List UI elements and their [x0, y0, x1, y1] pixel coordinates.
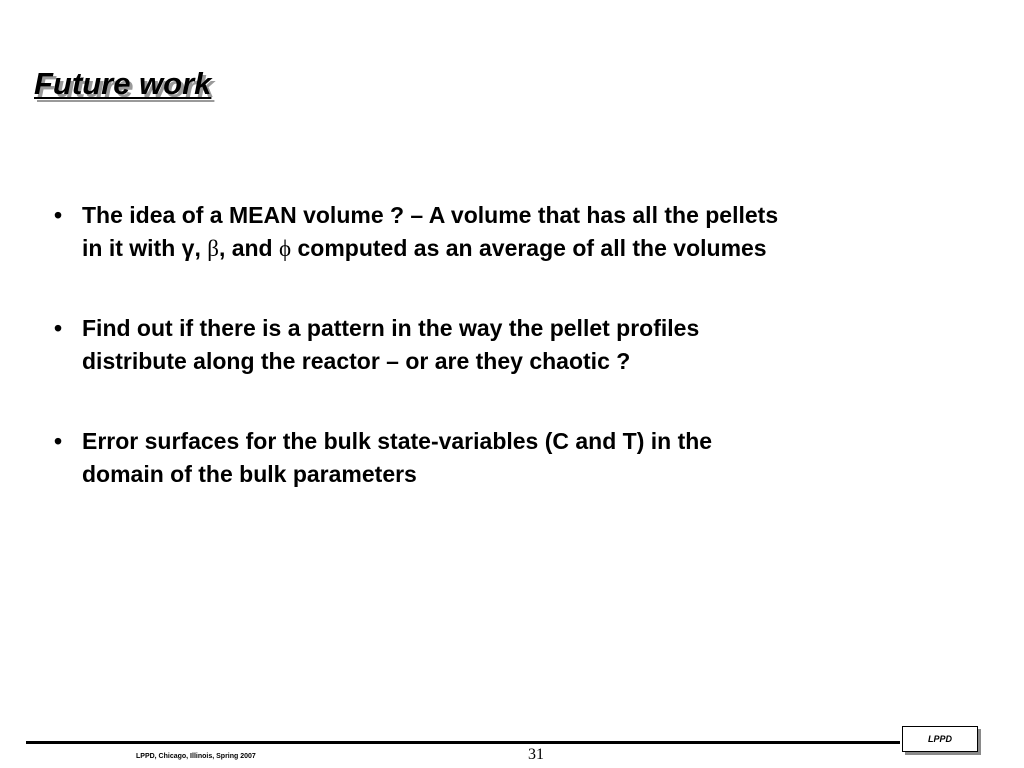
bullet-text: The idea of a MEAN volume ? – A volume that has all the pellets — [82, 202, 779, 228]
footer-divider — [26, 741, 900, 744]
bullet-text: computed as an average of all the volumes — [291, 235, 767, 261]
bullet-item-mean-volume — [48, 199, 968, 265]
bullet-text: in it with γ, — [82, 235, 208, 261]
lppd-logo — [902, 726, 978, 752]
page-number: 31 — [528, 746, 544, 763]
bullet-line — [82, 232, 968, 265]
bullet-item-error-surfaces — [48, 425, 968, 491]
bullet-text: , and — [218, 235, 279, 261]
beta-symbol: β — [207, 236, 219, 261]
logo-text: LPPD — [927, 734, 952, 744]
bullet-item-pellet-pattern — [48, 312, 968, 378]
bullet-icon: • — [54, 202, 63, 228]
bullet-line: Find out if there is a pattern in the way the pellet profiles — [82, 315, 700, 341]
bullet-line: Error surfaces for the bulk state-variables (C and T) in the — [82, 428, 713, 454]
bullet-line — [82, 199, 968, 232]
phi-symbol: ϕ — [279, 236, 292, 261]
bullet-list — [48, 199, 968, 538]
bullet-line: domain of the bulk parameters — [82, 461, 417, 487]
slide-title: Future work — [34, 66, 212, 101]
bullet-icon: • — [54, 315, 63, 341]
bullet-line: distribute along the reactor – or are they chaotic ? — [82, 348, 631, 374]
bullet-icon: • — [54, 428, 63, 454]
footer-caption: LPPD, Chicago, Illinois, Spring 2007 — [136, 753, 256, 760]
